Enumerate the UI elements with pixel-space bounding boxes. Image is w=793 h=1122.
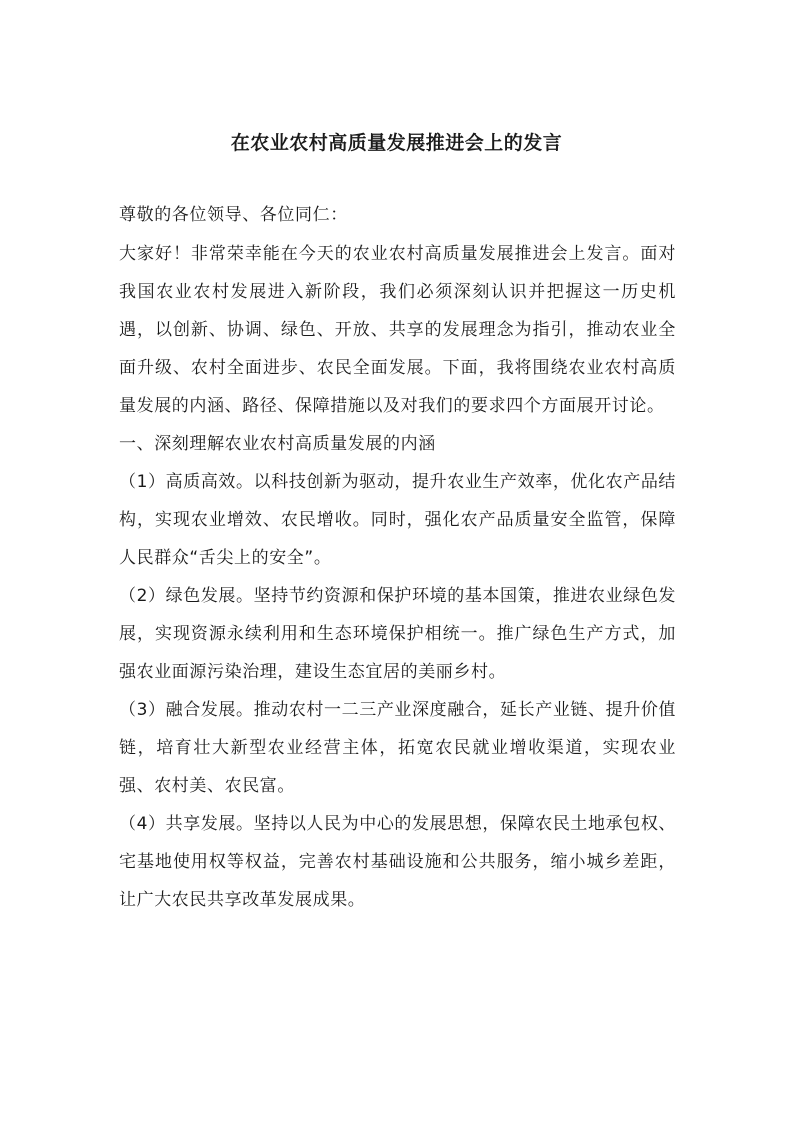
list-item: （3）融合发展。推动农村一二三产业深度融合，延长产业链、提升价值链，培育壮大新型农业经营主体，拓宽农民就业增收渠道，实现农业强、农村美、农民富。 [119, 700, 677, 796]
salutation-paragraph: 尊敬的各位领导、各位同仁： [119, 205, 348, 225]
list-item: （4）共享发展。坚持以人民为中心的发展思想，保障农民土地承包权、宅基地使用权等权益，完善农村基础设施和公共服务，缩小城乡差距，让广大农民共享改革发展成果。 [119, 814, 677, 910]
document-body [119, 196, 676, 919]
section-heading: 一、深刻理解农业农村高质量发展的内涵 [119, 434, 436, 454]
list-item: （1）高质高效。以科技创新为驱动，提升农业生产效率，优化农产品结构，实现农业增效、农民增收。同时，强化农产品质量安全监管，保障人民群众“舌尖上的安全”。 [119, 472, 677, 568]
document-title: 在农业农村高质量发展推进会上的发言 [230, 132, 563, 154]
list-item: （2）绿色发展。坚持节约资源和保护环境的基本国策，推进农业绿色发展，实现资源永续利用和生态环境保护相统一。推广绿色生产方式，加强农业面源污染治理，建设生态宜居的美丽乡村。 [119, 586, 677, 682]
intro-paragraph: 大家好！非常荣幸能在今天的农业农村高质量发展推进会上发言。面对我国农业农村发展进入新阶段，我们必须深刻认识并把握这一历史机遇，以创新、协调、绿色、开放、共享的发展理念为指引，推动农业全面升级、农村全面进步、农民全面发展。下面，我将围绕农业农村高质量发展的内涵、路径、保障措施以及对我们的要求四个方面展开讨论。 [119, 244, 676, 416]
